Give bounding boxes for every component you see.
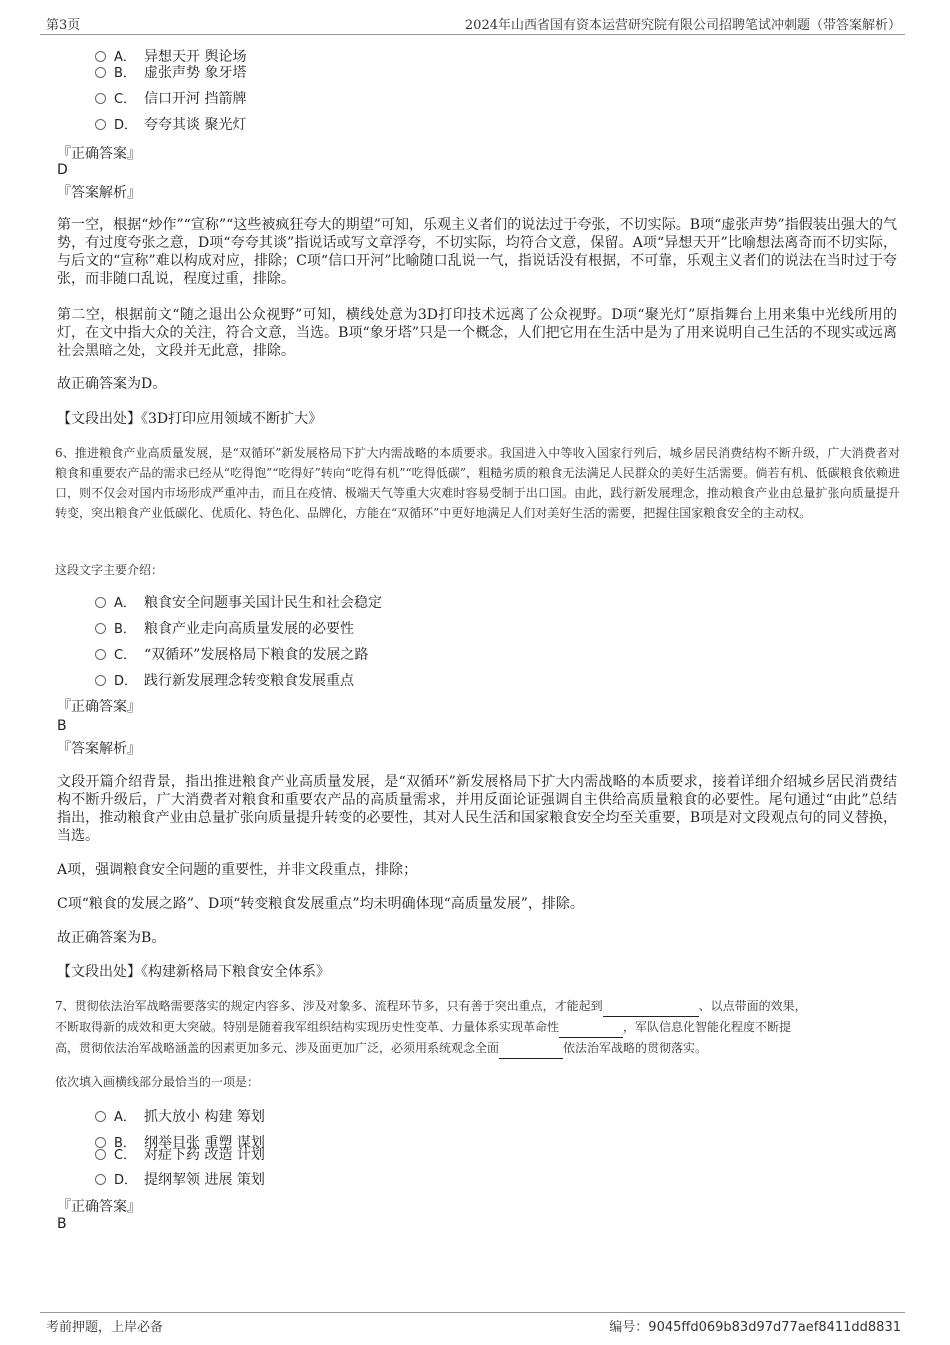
q7-option-b[interactable]: B． 纲举目张 重塑 谋划	[95, 1134, 265, 1153]
q7-stem-line-3: 高，贯彻依法治军战略涵盖的因素更加多元、涉及面更加广泛，必须用系统观念全面 依法治军战略的贯彻落实。	[55, 1038, 900, 1059]
radio-icon[interactable]	[95, 67, 106, 78]
q5-analysis-label: 『答案解析』	[57, 185, 141, 201]
q6-analysis-paragraph-2: A项，强调粮食安全问题的重要性，并非文段重点，排除；	[57, 862, 418, 878]
q7-option-d[interactable]: D． 提纲挈领 进展 策划	[95, 1171, 265, 1190]
q6-prompt: 这段文字主要介绍：	[55, 563, 164, 577]
footer-slogan: 考前押题，上岸必备	[46, 1320, 164, 1335]
q6-option-a[interactable]: A． 粮食安全问题事关国计民生和社会稳定	[95, 594, 382, 613]
radio-icon[interactable]	[95, 597, 106, 608]
q7-prompt: 依次填入画横线部分最恰当的一项是：	[55, 1075, 260, 1089]
radio-icon[interactable]	[95, 623, 106, 634]
q7-blank-1[interactable]	[603, 996, 699, 1017]
radio-icon[interactable]	[95, 649, 106, 660]
q7-option-c[interactable]: C． 对症下药 改造 计划	[95, 1146, 265, 1165]
q7-blank-2[interactable]	[559, 1017, 623, 1038]
document-id: 编号：9045ffd069b83d97d77aef8411dd8831	[609, 1320, 901, 1335]
q7-stem-line-2: 不断取得新的成效和更大突破。特别是随着我军组织结构实现历史性变革、力量体系实现革命性 ，军队信息化智能化程度不断提	[55, 1017, 900, 1038]
q6-stem: 6、推进粮食产业高质量发展，是“双循环”新发展格局下扩大内需战略的本质要求。我国进入中等收入国家行列后，城乡居民消费结构不断升级，广大消费者对粮食和重要农产品的需求已经从“吃得饱”“吃得好”转向“吃得有机”“吃得低碳”，粗糙劣质的粮食无法满足人民群众的美好生活需要。倘若有机、低碳粮食依赖进口，则不仅会对国内市场形成严重冲击，而且在疫情、极端天气等重大灾难时容易受制于出口国。由此，践行新发展理念，推动粮食产业由总量扩张向质量提升转变，突出粮食产业低碳化、优质化、特色化、品牌化，方能在“双循环”中更好地满足人们对美好生活的需要，把握住国家粮食安全的主动权。	[55, 446, 900, 520]
page-header	[40, 12, 905, 35]
q5-analysis-conclusion: 故正确答案为D。	[57, 376, 167, 392]
q5-answer-label: 『正确答案』	[57, 146, 141, 162]
q5-option-d[interactable]: D． 夸夸其谈 聚光灯	[95, 116, 246, 135]
q5-answer: D	[57, 162, 68, 178]
q5-option-a[interactable]: A． 异想天开 舆论场	[95, 48, 246, 67]
q5-analysis-paragraph-2: 第二空，根据前文“随之退出公众视野”可知，横线处意为3D打印技术远离了公众视野。D项“聚光灯”原指舞台上用来集中光线所用的灯，在文中指大众的关注，符合文意，当选。B项“象牙塔”只是一个概念，人们把它用在生活中是为了用来说明自己生活的不现实或远离社会黑暗之处，文段并无此意，排除。	[57, 307, 897, 359]
radio-icon[interactable]	[95, 675, 106, 686]
q6-analysis-label: 『答案解析』	[57, 741, 141, 757]
q6-option-d[interactable]: D． 践行新发展理念转变粮食发展重点	[95, 672, 354, 691]
q6-option-b[interactable]: B． 粮食产业走向高质量发展的必要性	[95, 620, 354, 639]
q6-option-c[interactable]: C． “双循环”发展格局下粮食的发展之路	[95, 646, 368, 665]
q7-blank-3[interactable]	[499, 1038, 563, 1059]
q5-source: 【文段出处】《3D打印应用领域不断扩大》	[57, 411, 323, 427]
q5-option-b[interactable]: B． 虚张声势 象牙塔	[95, 64, 246, 83]
q5-analysis-paragraph-1: 第一空，根据“炒作”“宣称”“这些被疯狂夸大的期望”可知，乐观主义者们的说法过于夸张，不切实际。B项“虚张声势”指假装出强大的气势，有过度夸张之意，D项“夸夸其谈”指说话或写文章浮夸，不切实际，均符合文意，保留。A项“异想天开”比喻想法离奇而不切实际，与后文的“宣称”难以构成对应，排除；C项“信口开河”比喻随口乱说一气，指说话没有根据，不可靠，乐观主义者们的说法在当时过于夸张，而非随口乱说，程度过重，排除。	[57, 217, 897, 287]
radio-icon[interactable]	[95, 1174, 106, 1185]
q7-option-a[interactable]: A． 抓大放小 构建 筹划	[95, 1108, 265, 1127]
document-title: 2024年山西省国有资本运营研究院有限公司招聘笔试冲刺题（带答案解析）	[464, 18, 901, 33]
q7-stem-line-1: 7、贯彻依法治军战略需要落实的规定内容多、涉及对象多、流程环节多，只有善于突出重点，才能起到 、以点带面的效果，	[55, 996, 900, 1017]
page-number: 第3页	[46, 18, 81, 33]
q6-source: 【文段出处】《构建新格局下粮食安全体系》	[57, 964, 330, 980]
q7-answer: B	[57, 1216, 67, 1232]
q7-answer-label: 『正确答案』	[57, 1199, 141, 1215]
q6-analysis-paragraph-1: 文段开篇介绍背景，指出推进粮食产业高质量发展，是“双循环”新发展格局下扩大内需战略的本质要求，接着详细介绍城乡居民消费结构不断升级后，广大消费者对粮食和重要农产品的高质量需求，并用反面论证强调自主供给高质量粮食的必要性。尾句通过“由此”总结指出，推动粮食产业由总量扩张向质量提升转变的必要性，其对人民生活和国家粮食安全均至关重要，B项是对文段观点句的同义替换，当选。	[57, 774, 897, 844]
q6-analysis-conclusion: 故正确答案为B。	[57, 930, 166, 946]
radio-icon[interactable]	[95, 51, 106, 62]
q5-option-c[interactable]: C． 信口开河 挡箭牌	[95, 90, 246, 109]
radio-icon[interactable]	[95, 1149, 106, 1160]
q6-answer: B	[57, 718, 67, 734]
page-footer	[40, 1312, 905, 1337]
radio-icon[interactable]	[95, 1111, 106, 1122]
radio-icon[interactable]	[95, 119, 106, 130]
radio-icon[interactable]	[95, 93, 106, 104]
q6-answer-label: 『正确答案』	[57, 699, 141, 715]
q6-analysis-paragraph-3: C项“粮食的发展之路”、D项“转变粮食发展重点”均未明确体现“高质量发展”，排除。	[57, 896, 584, 912]
